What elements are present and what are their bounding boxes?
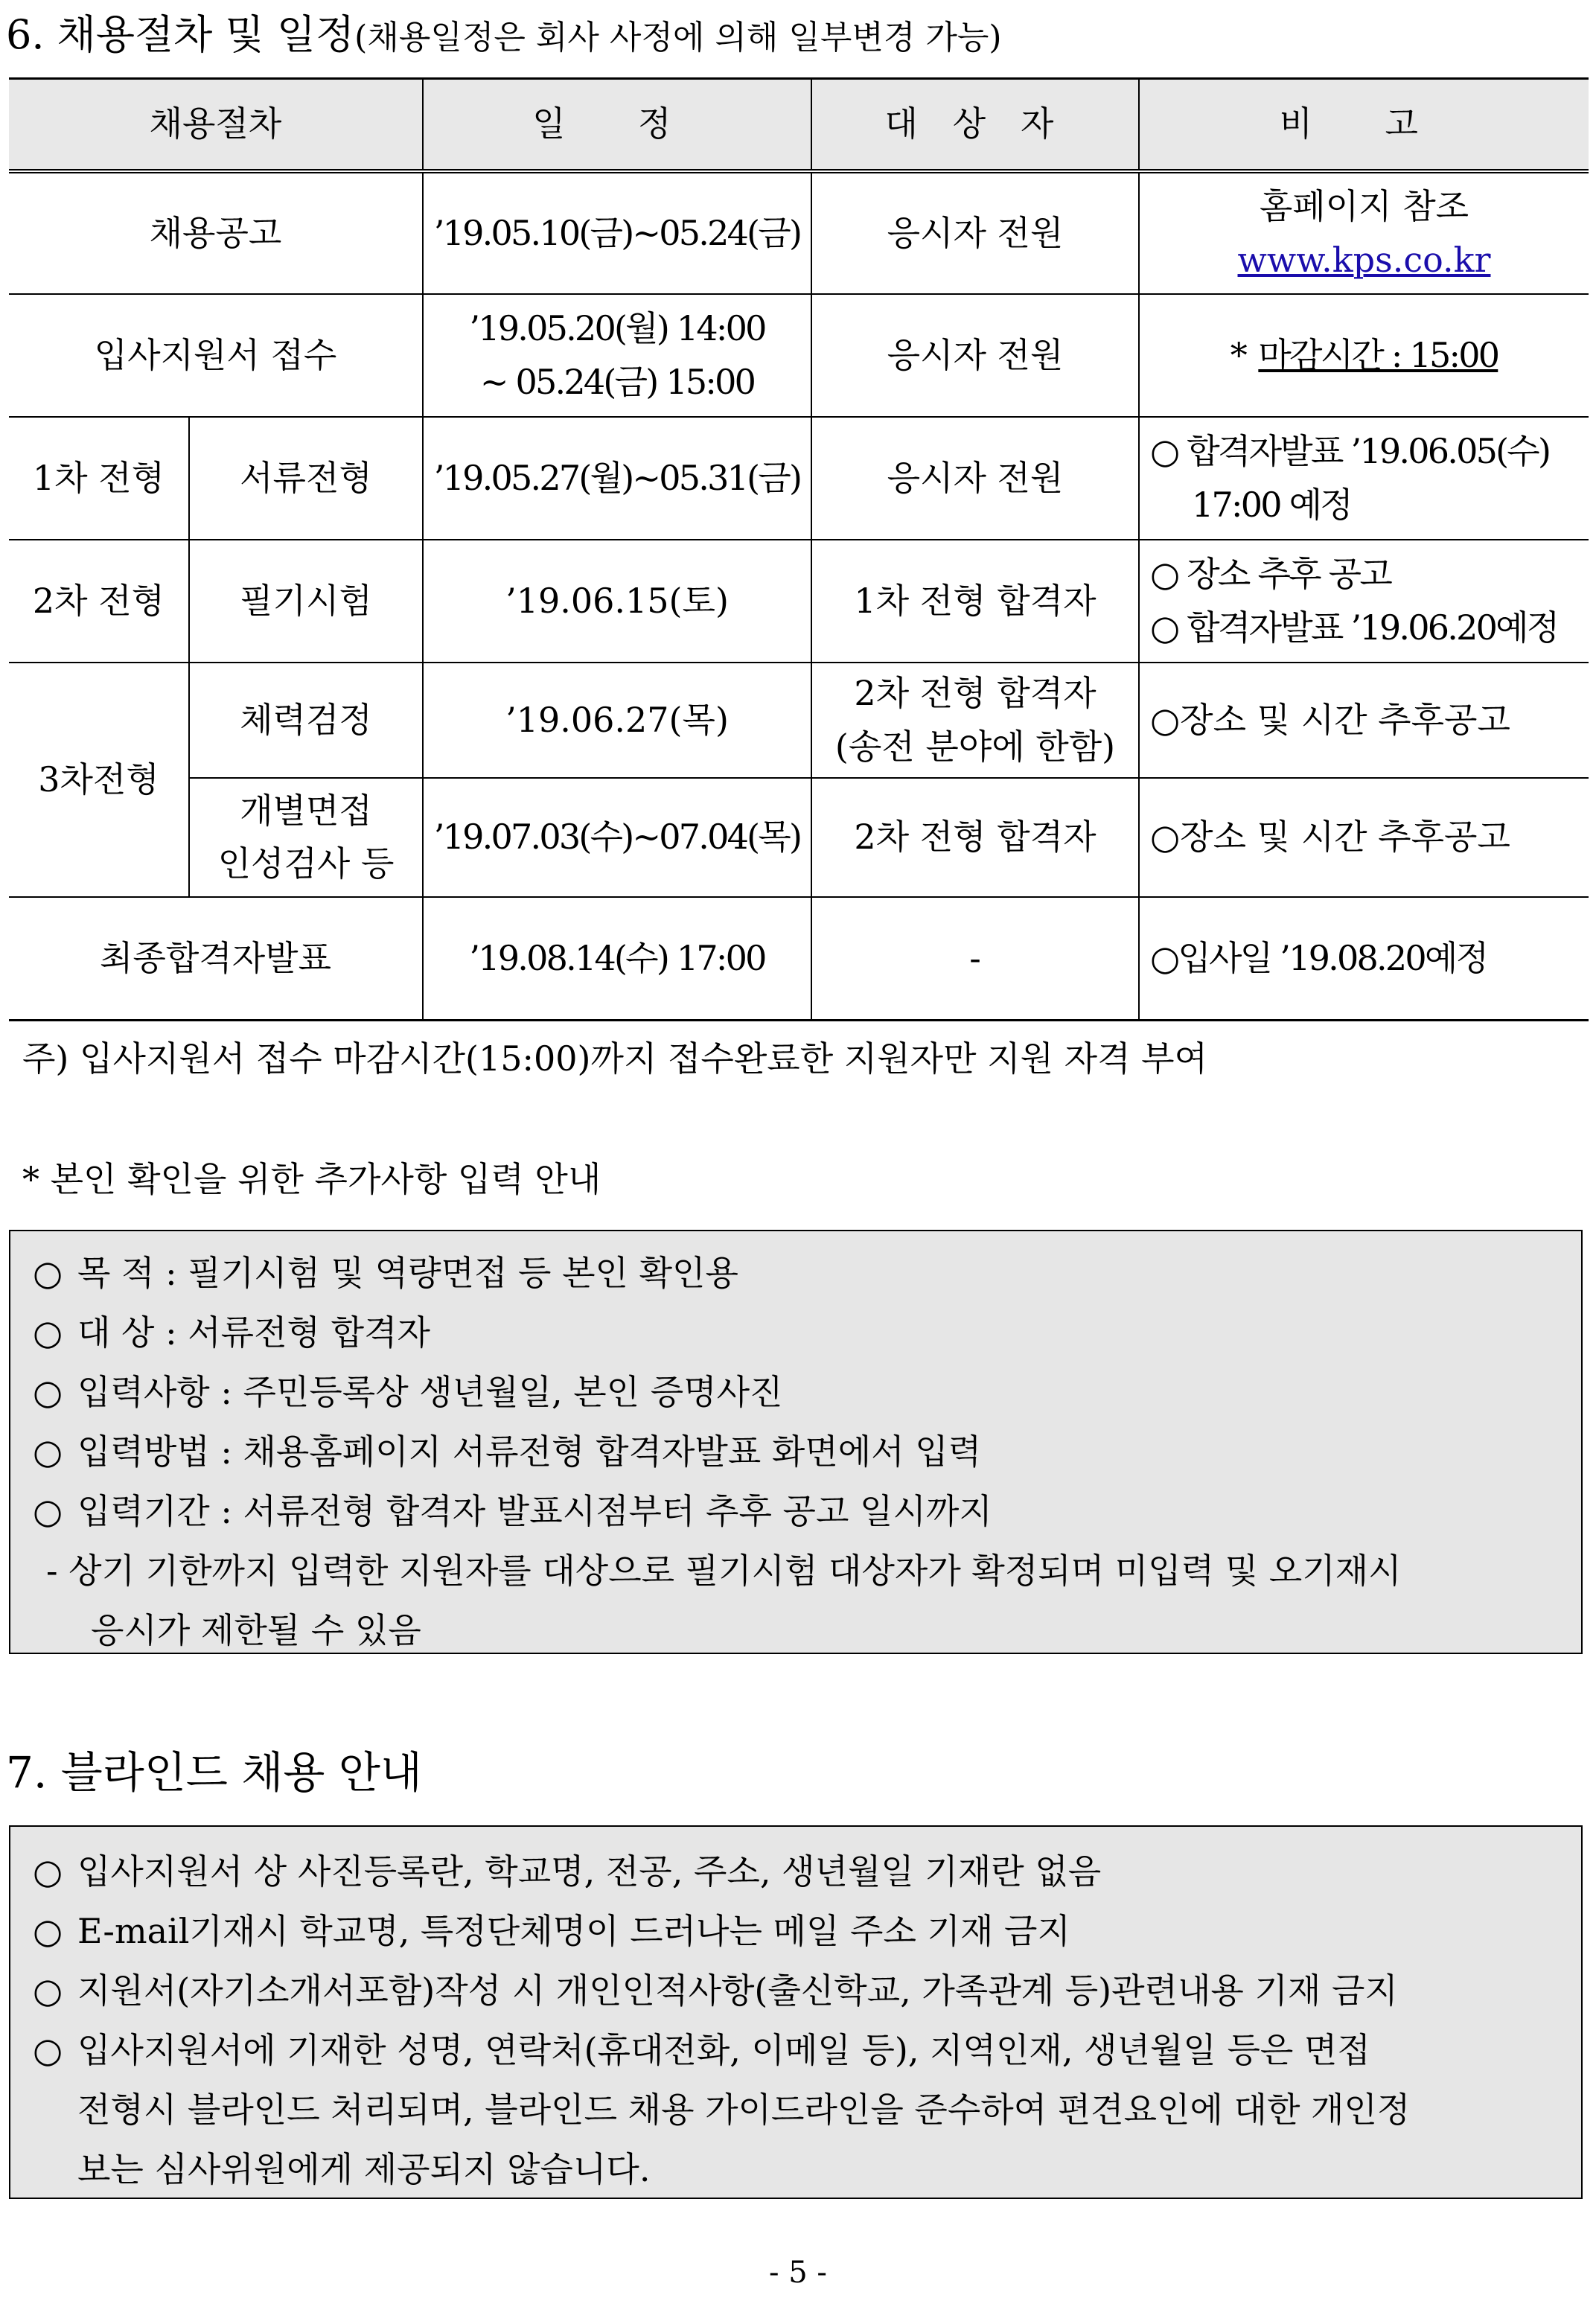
list-item: [33, 1303, 1563, 1362]
list-item-continued: 전형시 블라인드 처리되며, 블라인드 채용 가이드라인을 준수하여 편견요인에 대한 개인정: [77, 2090, 1411, 2130]
substage-cell: 서류전형: [189, 417, 423, 540]
substage-line: 인성검사 등: [217, 843, 395, 884]
deadline-note: 주) 입사지원서 접수 마감시간(15:00)까지 접수완료한 지원자만 지원 자격 부여: [22, 1038, 1208, 1079]
list-item: [33, 1243, 1563, 1303]
target-cell: 응시자 전원: [811, 294, 1139, 417]
note-line: ○ 합격자발표 ’19.06.20예정: [1150, 607, 1558, 648]
header-stage: 채용절차: [9, 79, 423, 172]
section-6-heading: [6, 3, 1002, 60]
circle-bullet-icon: ○: [33, 2030, 63, 2070]
note-line: ○ 합격자발표 ’19.06.05(수): [1150, 431, 1550, 472]
list-item-text: 지원서(자기소개서포함)작성 시 개인인적사항(출신학교, 가족관계 등)관련내용 기재 금지: [77, 1970, 1398, 2011]
stage-cell: 3차전형: [9, 663, 189, 897]
note-prefix: *: [1230, 334, 1259, 375]
section-7-title: 7. 블라인드 채용 안내: [6, 1747, 422, 1798]
header-target: 대 상 자: [811, 79, 1139, 172]
header-date: 일 정: [423, 79, 811, 172]
substage-cell: [189, 778, 423, 897]
list-item-text: 입사지원서 상 사진등록란, 학교명, 전공, 주소, 생년월일 기재란 없음: [77, 1851, 1102, 1892]
header-note: 비 고: [1139, 79, 1589, 172]
note-cell: [1139, 540, 1589, 663]
page-number: - 5 -: [769, 2256, 827, 2290]
circle-bullet-icon: ○: [33, 1851, 63, 1892]
date-cell: ’19.08.14(수) 17:00: [423, 897, 811, 1020]
list-item-text: E-mail기재시 학교명, 특정단체명이 드러나는 메일 주소 기재 금지: [77, 1911, 1070, 1951]
circle-bullet-icon: ○: [33, 1491, 63, 1531]
date-line: ~ 05.24(금) 15:00: [479, 361, 755, 402]
table-row: [9, 897, 1589, 1020]
target-cell: 응시자 전원: [811, 417, 1139, 540]
note-cell: ○입사일 ’19.08.20예정: [1139, 897, 1589, 1020]
list-item-text: 목 적 : 필기시험 및 역량면접 등 본인 확인용: [77, 1253, 738, 1293]
note-line: ○ 장소 추후 공고: [1150, 554, 1391, 595]
stage-cell: 최종합격자발표: [9, 897, 423, 1020]
note-cell: ○장소 및 시간 추후공고: [1139, 663, 1589, 778]
list-item: [33, 1481, 1563, 1541]
date-cell: ’19.05.27(월)~05.31(금): [423, 417, 811, 540]
table-row: [9, 663, 1589, 778]
stage-cell: 1차 전형: [9, 417, 189, 540]
date-cell: ’19.06.15(토): [423, 540, 811, 663]
target-line: (송전 분야에 한함): [834, 726, 1116, 767]
circle-bullet-icon: ○: [33, 1432, 63, 1472]
blind-recruitment-box: [9, 1825, 1583, 2199]
table-row: [9, 540, 1589, 663]
note-text: 마감시간 : 15:00: [1258, 334, 1498, 375]
substage-cell: 체력검정: [189, 663, 423, 778]
dash-note-continued: 응시가 제한될 수 있음: [91, 1610, 421, 1650]
list-item-text: 입력방법 : 채용홈페이지 서류전형 합격자발표 화면에서 입력: [77, 1432, 982, 1472]
circle-bullet-icon: ○: [33, 1970, 63, 2011]
list-item: [33, 2020, 1563, 2080]
substage-cell: 필기시험: [189, 540, 423, 663]
table-row: [9, 417, 1589, 540]
list-item: [33, 1422, 1563, 1481]
identity-heading: * 본인 확인을 위한 추가사항 입력 안내: [22, 1159, 601, 1199]
table-row: [9, 294, 1589, 417]
dash-note: - 상기 기한까지 입력한 지원자를 대상으로 필기시험 대상자가 확정되며 미입력 및 오기재시: [46, 1551, 1402, 1591]
note-cell: [1139, 171, 1589, 294]
note-cell: [1139, 294, 1589, 417]
table-row: [9, 171, 1589, 294]
date-cell: [423, 294, 811, 417]
stage-cell: 채용공고: [9, 171, 423, 294]
list-item: [33, 1842, 1563, 1901]
homepage-link[interactable]: www.kps.co.kr: [1237, 239, 1491, 280]
note-cell: [1139, 417, 1589, 540]
table-row: [9, 778, 1589, 897]
target-cell: [811, 663, 1139, 778]
target-cell: 1차 전형 합격자: [811, 540, 1139, 663]
table-header-row: [9, 79, 1589, 172]
stage-cell: 입사지원서 접수: [9, 294, 423, 417]
list-item-text: 대 상 : 서류전형 합격자: [77, 1312, 430, 1353]
target-cell: 응시자 전원: [811, 171, 1139, 294]
list-item: [33, 1362, 1563, 1422]
circle-bullet-icon: ○: [33, 1372, 63, 1412]
circle-bullet-icon: ○: [33, 1253, 63, 1293]
list-item-continued: 보는 심사위원에게 제공되지 않습니다.: [77, 2149, 651, 2189]
target-cell: 2차 전형 합격자: [811, 778, 1139, 897]
section-6-title: 6. 채용절차 및 일정: [6, 11, 355, 58]
note-cell: ○장소 및 시간 추후공고: [1139, 778, 1589, 897]
list-item-text: 입력사항 : 주민등록상 생년월일, 본인 증명사진: [77, 1372, 783, 1412]
date-cell: ’19.05.10(금)~05.24(금): [423, 171, 811, 294]
stage-cell: 2차 전형: [9, 540, 189, 663]
section-6-subtitle: (채용일정은 회사 사정에 의해 일부변경 가능): [354, 19, 1002, 57]
date-cell: ’19.06.27(목): [423, 663, 811, 778]
circle-bullet-icon: ○: [33, 1911, 63, 1951]
list-item-text: 입력기간 : 서류전형 합격자 발표시점부터 추후 공고 일시까지: [77, 1491, 992, 1531]
note-text: 홈페이지 참조: [1259, 186, 1469, 227]
date-line: ’19.05.20(월) 14:00: [469, 308, 765, 349]
circle-bullet-icon: ○: [33, 1312, 63, 1353]
identity-info-box: [9, 1230, 1583, 1654]
list-item: [33, 1901, 1563, 1961]
schedule-table: [9, 77, 1589, 1021]
list-item: [33, 1961, 1563, 2020]
target-line: 2차 전형 합격자: [854, 673, 1097, 714]
date-cell: ’19.07.03(수)~07.04(목): [423, 778, 811, 897]
substage-line: 개별면접: [240, 790, 372, 831]
list-item-text: 입사지원서에 기재한 성명, 연락처(휴대전화, 이메일 등), 지역인재, 생년월일 등은 면접: [77, 2030, 1370, 2070]
target-cell: -: [811, 897, 1139, 1020]
note-line: 17:00 예정: [1192, 484, 1351, 525]
